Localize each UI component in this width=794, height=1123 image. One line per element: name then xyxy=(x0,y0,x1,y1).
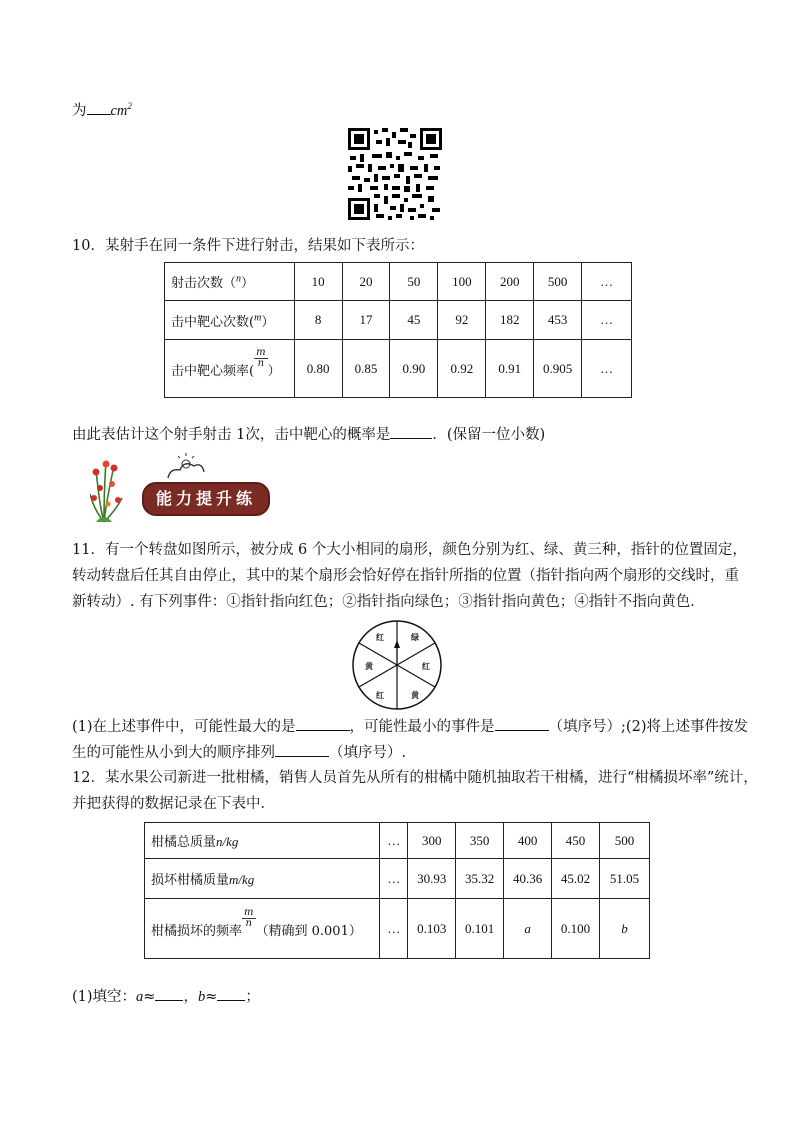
q12-line2: 并把获得的数据记录在下表中． xyxy=(72,796,275,812)
table-cell: … xyxy=(380,899,408,959)
answer-blank[interactable] xyxy=(390,424,432,439)
section-title-badge: 能力提升练 xyxy=(142,482,270,516)
fraction-m-over-n: $\frac{m}{n}$ xyxy=(244,907,254,929)
table-cell: 0.103 xyxy=(408,899,456,959)
table-cell: 8 xyxy=(294,301,342,340)
sector-label: 绿 xyxy=(411,633,419,642)
sector-label: 红 xyxy=(376,633,384,642)
table-cell: 0.80 xyxy=(294,340,342,398)
unit-cm: cm xyxy=(110,102,128,119)
row-label: 射击次数（$^n$） xyxy=(165,263,295,301)
table-cell: 500 xyxy=(599,823,649,859)
table-cell: … xyxy=(582,301,632,340)
table-cell: 45.02 xyxy=(552,859,600,899)
table-cell: 92 xyxy=(438,301,486,340)
row-label: 损坏柑橘质量m/kg xyxy=(145,859,380,899)
qr-code-icon xyxy=(348,128,442,220)
table-row xyxy=(165,263,632,301)
table-cell: 300 xyxy=(408,823,456,859)
flower-plant-icon xyxy=(90,461,122,523)
table-cell: 453 xyxy=(534,301,582,340)
table-row xyxy=(145,899,650,959)
answer-blank[interactable] xyxy=(217,986,245,1001)
q12-table xyxy=(144,822,650,959)
q12-fill-line: (1)填空：a≈ ，b≈ ； xyxy=(72,986,260,1007)
row-label: 柑橘总质量n/kg xyxy=(145,823,380,859)
spinner-wheel xyxy=(350,618,444,712)
table-cell: b xyxy=(599,899,649,959)
q9-answer-line xyxy=(72,96,132,121)
row-label: 柑橘损坏的频率 $\frac{m}{n}$ （精确到 0.001） xyxy=(145,899,380,959)
table-cell: 51.05 xyxy=(599,859,649,899)
q11-line1: 11．有一个转盘如图所示，被分成 6 个大小相同的扇形，颜色分别为红、绿、黄三种，指针的位置固定， xyxy=(72,542,747,558)
answer-blank[interactable] xyxy=(275,742,329,757)
answer-blank[interactable] xyxy=(296,716,350,731)
table-row xyxy=(145,859,650,899)
table-cell: … xyxy=(380,859,408,899)
table-cell: 0.101 xyxy=(456,899,504,959)
table-cell: 450 xyxy=(552,823,600,859)
table-cell: 17 xyxy=(342,301,390,340)
answer-blank[interactable] xyxy=(495,716,549,731)
q11-answer2: 生的可能性从小到大的顺序排列 （填序号）. xyxy=(72,742,406,763)
table-cell: 0.91 xyxy=(486,340,534,398)
table-cell: 50 xyxy=(390,263,438,301)
table-cell: 400 xyxy=(504,823,552,859)
table-cell: 20 xyxy=(342,263,390,301)
q11-line2: 转动转盘后任其自由停止，其中的某个扇形会恰好停在指针所指的位置（指针指向两个扇形的交线时，重 xyxy=(72,568,739,584)
q12-line1: 12．某水果公司新进一批柑橘，销售人员首先从所有的柑橘中随机抽取若干柑橘，进行“柑橘损坏率”统计， xyxy=(72,770,758,786)
fraction-m-over-n: $\frac{m}{n}$ xyxy=(256,347,266,369)
sun-cloud-icon xyxy=(168,453,204,478)
table-cell: 10 xyxy=(294,263,342,301)
sector-label: 黄 xyxy=(365,662,373,671)
q10-stem: 10．某射手在同一条件下进行射击，结果如下表所示： xyxy=(72,238,424,254)
table-cell: 35.32 xyxy=(456,859,504,899)
answer-blank[interactable] xyxy=(155,986,183,1001)
table-cell: a xyxy=(504,899,552,959)
table-cell: 0.85 xyxy=(342,340,390,398)
table-cell: 200 xyxy=(486,263,534,301)
table-cell: 0.90 xyxy=(390,340,438,398)
table-cell: 0.905 xyxy=(534,340,582,398)
table-cell: 500 xyxy=(534,263,582,301)
row-label: 击中靶心次数($^m$） xyxy=(165,301,295,340)
table-cell: 40.36 xyxy=(504,859,552,899)
q9-prefix: 为 xyxy=(72,102,87,119)
table-cell: 350 xyxy=(456,823,504,859)
table-cell: 182 xyxy=(486,301,534,340)
table-cell: … xyxy=(380,823,408,859)
table-row xyxy=(165,340,632,398)
sector-label: 黄 xyxy=(411,691,419,700)
table-row xyxy=(145,823,650,859)
q11-answer1: (1)在上述事件中，可能性最大的是 ，可能性最小的事件是 （填序号）;(2)将上述事件按发 xyxy=(72,716,748,737)
table-row xyxy=(165,301,632,340)
table-cell: … xyxy=(582,263,632,301)
q11-line3: 新转动）. 有下列事件：①指针指向红色；②指针指向绿色；③指针指向黄色；④指针不指向黄色． xyxy=(72,594,705,610)
table-cell: 0.92 xyxy=(438,340,486,398)
q10-table xyxy=(164,262,632,398)
table-cell: 45 xyxy=(390,301,438,340)
table-cell: 100 xyxy=(438,263,486,301)
row-label: 击中靶心频率( $\frac{m}{n}$ ） xyxy=(165,340,295,398)
table-cell: 0.100 xyxy=(552,899,600,959)
q10-question: 由此表估计这个射手射击 1次，击中靶心的概率是 ．(保留一位小数) xyxy=(72,424,545,445)
sector-label: 红 xyxy=(422,662,430,671)
table-cell: 30.93 xyxy=(408,859,456,899)
unit-power: 2 xyxy=(127,101,132,111)
answer-blank[interactable] xyxy=(87,100,111,115)
table-cell: … xyxy=(582,340,632,398)
sector-label: 红 xyxy=(376,691,384,700)
